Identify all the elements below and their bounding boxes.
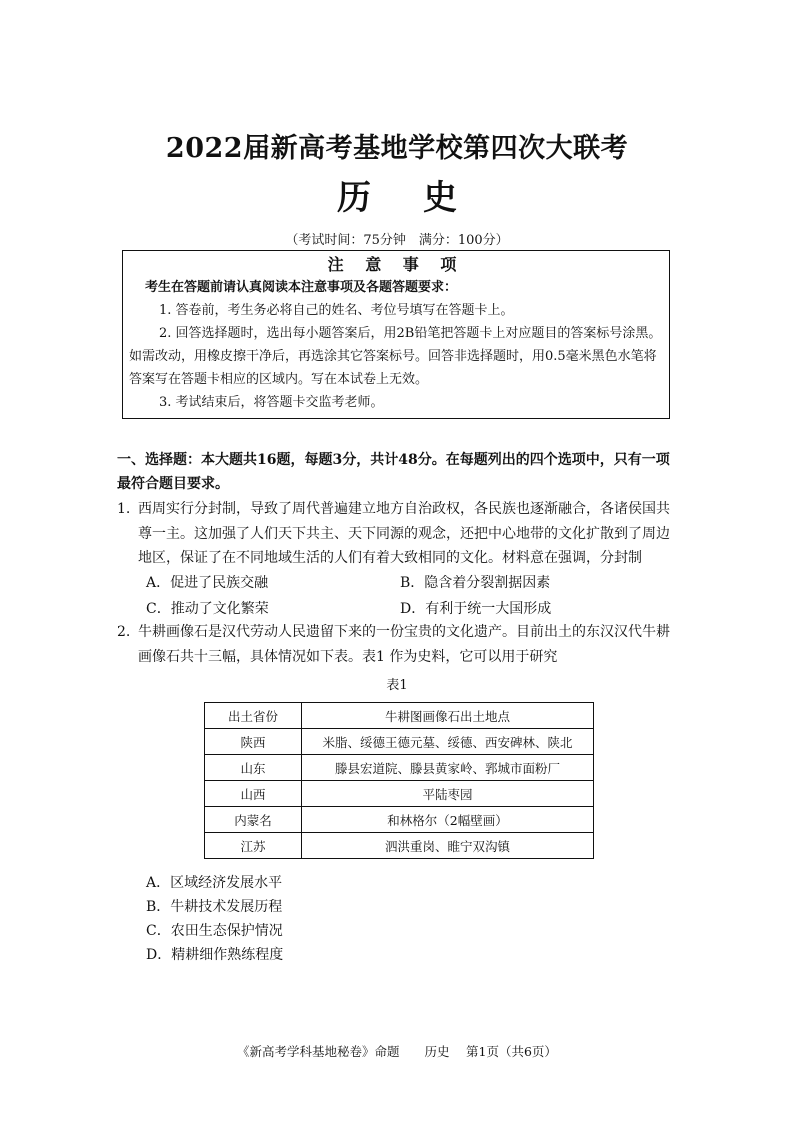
option-c: C．农田生态保护情况 (146, 923, 283, 939)
data-table (204, 702, 594, 859)
notice-title: 注 意 事 项 (327, 255, 465, 274)
table-row (205, 781, 594, 807)
table-cell: 内蒙名 (205, 807, 302, 833)
option-d: D．精耕细作熟练程度 (146, 947, 284, 963)
option-d: D．有利于统一大国形成 (400, 601, 552, 617)
option-a: A．促进了民族交融 (146, 575, 269, 591)
option-a: A．区域经济发展水平 (146, 875, 283, 891)
table-cell: 平陆枣园 (302, 781, 594, 807)
table-header-row (205, 703, 594, 729)
table-row (205, 729, 594, 755)
subject-char: 史 (423, 178, 457, 218)
subject-char: 历 (337, 178, 371, 218)
table-cell: 米脂、绥德王德元墓、绥德、西安碑林、陕北 (302, 729, 594, 755)
notice-intro: 考生在答题前请认真阅读本注意事项及各题答题要求： (145, 280, 458, 295)
table-row (205, 807, 594, 833)
question-number: 1. (117, 501, 131, 517)
question-2 (117, 620, 677, 669)
table-cell: 山西 (205, 781, 302, 807)
option-c: C．推动了文化繁荣 (146, 601, 269, 617)
option-b: B．隐含着分裂割据因素 (400, 575, 551, 591)
table-cell: 山东 (205, 755, 302, 781)
subject-title (0, 170, 794, 219)
section-heading: 一、选择题：本大题共16题，每题3分，共计48分。在每题列出的四个选项中，只有一项最符合题目要求。 (117, 452, 670, 492)
table-cell: 滕县宏道院、滕县黄家岭、郛城市面粉厂 (302, 755, 594, 781)
notice-item: 1. 答卷前，考生务必将自己的姓名、考位号填写在答题卡上。 (159, 303, 514, 318)
question-stem: 牛耕画像石是汉代劳动人民遗留下来的一份宝贵的文化遗产。目前出土的东汉汉代牛耕画像石共十三幅，具体情况如下表。表1 作为史料，它可以用于研究 (138, 624, 670, 665)
table-cell: 陕西 (205, 729, 302, 755)
option-b: B．牛耕技术发展历程 (146, 899, 283, 915)
table-row (205, 755, 594, 781)
question-stem: 西周实行分封制，导致了周代普遍建立地方自治政权，各民族也逐渐融合，各诸侯国共尊一主。这加强了人们天下共主、天下同源的观念，还把中心地带的文化扩散到了周边地区，保证了在不同地域生活的人们有着大致相同的文化。材料意在强调，分封制 (138, 501, 670, 566)
page-footer: 《新高考学科基地秘卷》命题 历史 第1页（共6页） (237, 1044, 557, 1059)
notice-item: 2. 回答选择题时，选出每小题答案后，用2B铅笔把答题卡上对应题目的答案标号涂黑。如需改动，用橡皮擦干净后，再选涂其它答案标号。回答非选择题时，用0.5毫米黑色水笔将答案写在答题卡相应的区域内。写在本试卷上无效。 (129, 326, 662, 387)
question-number: 2. (117, 624, 131, 640)
notice-item: 3. 考试结束后，将答题卡交监考老师。 (159, 395, 384, 410)
table-cell: 泗洪重岗、睢宁双沟镇 (302, 833, 594, 859)
table-cell: 江苏 (205, 833, 302, 859)
exam-info: （考试时间：75分钟 满分：100分） (285, 233, 509, 248)
table-cell: 和林格尔（2幅壁画） (302, 807, 594, 833)
table-caption: 表1 (386, 678, 408, 693)
table-header-cell: 出土省份 (205, 703, 302, 729)
table-header-cell: 牛耕图画像石出土地点 (302, 703, 594, 729)
question-1 (117, 497, 677, 571)
exam-title: 2022届新高考基地学校第四次大联考 (165, 133, 629, 164)
notice-box (122, 250, 670, 419)
table-row (205, 833, 594, 859)
